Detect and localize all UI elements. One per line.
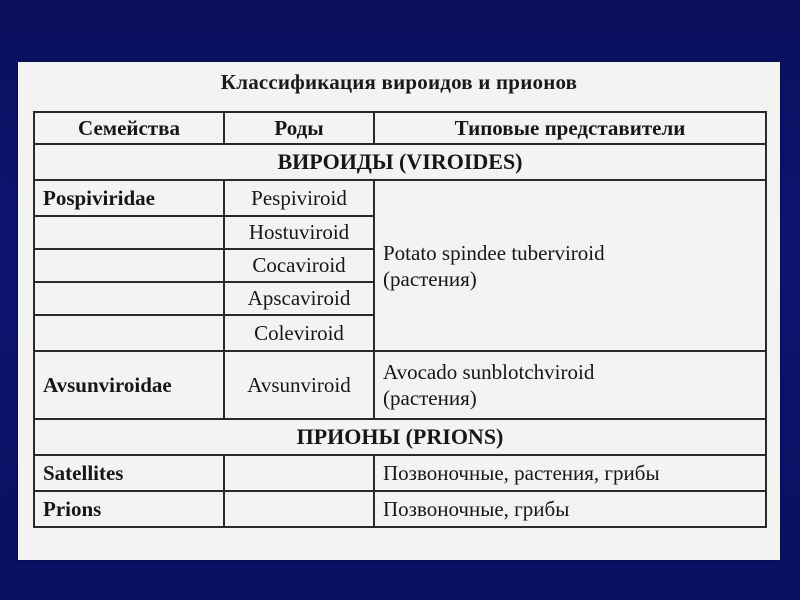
genus-cell: Apscaviroid [224, 282, 374, 315]
table-row [34, 180, 766, 216]
header-families: Семейства [34, 112, 224, 144]
genus-cell: Coleviroid [224, 315, 374, 351]
family-cell-empty [34, 216, 224, 249]
representative-note: (растения) [383, 386, 477, 410]
representative-cell: Позвоночные, грибы [374, 491, 766, 527]
classification-table [33, 111, 767, 528]
table-row [34, 491, 766, 527]
genus-cell [224, 491, 374, 527]
header-representatives: Типовые представители [374, 112, 766, 144]
genus-cell [224, 455, 374, 491]
classification-table-image [18, 62, 780, 560]
table-row [34, 351, 766, 419]
family-cell: Avsunviroidae [34, 351, 224, 419]
representative-note: (растения) [383, 266, 477, 291]
genus-cell: Cocaviroid [224, 249, 374, 282]
representative-name: Potato spindee tuberviroid [383, 240, 605, 265]
genus-cell: Hostuviroid [224, 216, 374, 249]
representative-cell [374, 180, 766, 351]
genus-cell: Avsunviroid [224, 351, 374, 419]
family-cell: Prions [34, 491, 224, 527]
genus-cell: Pespiviroid [224, 180, 374, 216]
family-cell-empty [34, 282, 224, 315]
section-row-viroids [34, 144, 766, 180]
family-cell-empty [34, 249, 224, 282]
family-cell-empty [34, 315, 224, 351]
section-row-prions [34, 419, 766, 455]
representative-cell: Позвоночные, растения, грибы [374, 455, 766, 491]
family-cell: Satellites [34, 455, 224, 491]
table-title: Классификация вироидов и прионов [220, 70, 578, 94]
section-prions-label: ПРИОНЫ (PRIONS) [34, 419, 766, 455]
header-genera: Роды [224, 112, 374, 144]
representative-name: Avocado sunblotchviroid [383, 360, 595, 384]
family-cell: Pospiviridae [34, 180, 224, 216]
representative-cell [374, 351, 766, 419]
header-row [34, 112, 766, 144]
table-row [34, 455, 766, 491]
section-viroids-label: ВИРОИДЫ (VIROIDES) [34, 144, 766, 180]
